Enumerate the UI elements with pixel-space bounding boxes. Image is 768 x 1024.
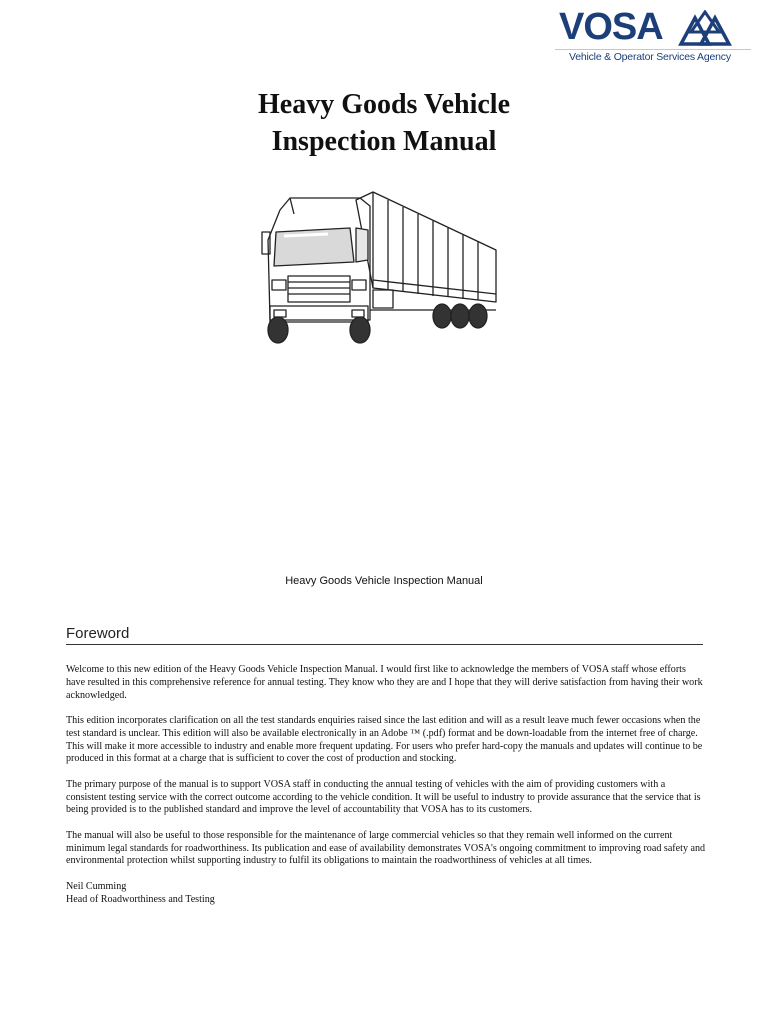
logo-wordmark: VOSA [559, 6, 663, 48]
triangles-logo-icon [675, 10, 739, 48]
signatory-name: Neil Cumming [66, 880, 127, 892]
foreword-paragraph-4: The manual will also be useful to those responsible for the maintenance of large commercial vehicles so that they remain well informed on the current minimum legal standards for roadworthiness. Its publication and ease of availability demonstrates VOSA's ongoing commitment to improving road safety and environmental protection whilst supporting industry to fulfil its obligations to maintain the roadworthiness of vehicles at all times. [66, 829, 706, 867]
title-line-2: Inspection Manual [271, 126, 497, 157]
foreword-paragraph-3: The primary purpose of the manual is to support VOSA staff in conducting the annual testing of vehicles with the aim of providing customers with a consistent testing service with the correct outcome according to the vehicle condition. It will be useful to industry to provide assurance that the service that is being provided is to the published standard and improve the level of accountability that VOSA has to its customers. [66, 778, 701, 816]
foreword-paragraph-1: Welcome to this new edition of the Heavy Goods Vehicle Inspection Manual. I would first like to acknowledge the members of VOSA staff whose efforts have resulted in this comprehensive reference for annual testing. They know who they are and I hope that they will derive satisfaction from having their work acknowledged. [66, 664, 703, 701]
signatory-title: Head of Roadworthiness and Testing [66, 893, 215, 905]
truck-illustration-icon [228, 170, 526, 375]
document-title [0, 86, 768, 160]
foreword-paragraph-2: This edition incorporates clarification on all the test standards enquiries raised since the last edition and will as a result leave much fewer occasions when the test standard is unclear. This edition will also be available electronically in an Adobe ™ (.pdf) format and be down-loadable from the internet free of charge. This will make it more accessible to industry and enable more frequent updating. For users who prefer hard-copy the manuals and updates will continue to be produced in this format at a charge that is sufficient to cover the cost of production and stocking. [66, 714, 703, 765]
logo-subtitle: Vehicle & Operator Services Agency [555, 49, 751, 63]
foreword-body [66, 664, 706, 906]
figure-caption: Heavy Goods Vehicle Inspection Manual [285, 575, 483, 587]
title-line-1: Heavy Goods Vehicle [257, 89, 510, 120]
vosa-logo [555, 6, 751, 64]
foreword-heading: Foreword [66, 625, 703, 645]
